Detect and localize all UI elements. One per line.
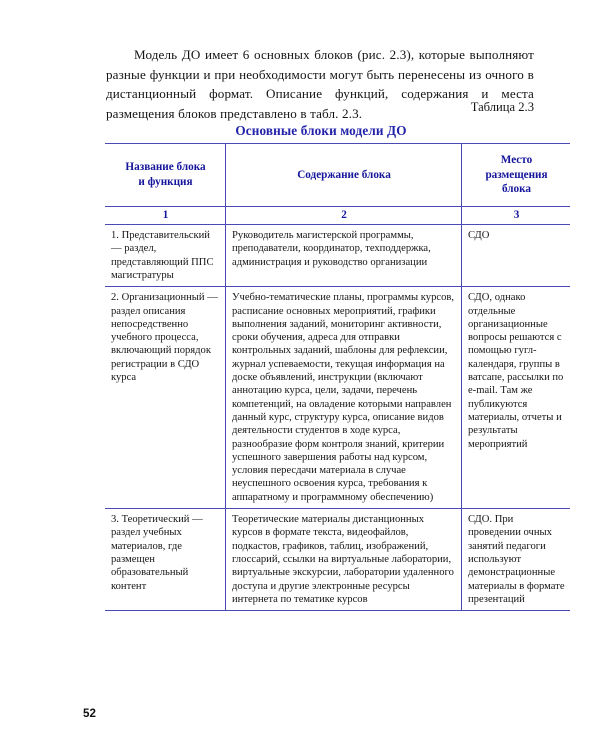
table-container [105,143,565,611]
header-cell-block-place [462,144,571,207]
table-row [105,509,570,611]
table-header-row [105,144,570,207]
cell-block-place: СДО, однако отдельные организационные вопросы решаются с помощью гугл-календаря, группы в ватсапе, рассылки по e-mail. Там же публикуются материалы, отчеты и результаты мероприятий [462,287,571,509]
table-row [105,287,570,509]
column-number-3: 3 [462,206,571,224]
header-line-2: и функция [138,175,193,188]
intro-paragraph: Модель ДО имеет 6 основных блоков (рис. 2.3), которые выполняют разные функции и при необходимости могут быть перенесены из очного в дистанционный формат. Описание функций, содержания и места размещения блоков представлено в табл. 2.3. [106,47,534,121]
table-column-number-row [105,206,570,224]
cell-block-place: СДО. При проведении очных занятий педагоги используют демонстрационные материалы в формате презентаций [462,509,571,611]
header-cell-block-content: Содержание блока [226,144,462,207]
column-number-1: 1 [105,206,226,224]
header-line-1: Место [500,154,533,166]
header-line-3: блока [501,183,532,196]
table-title: Основные блоки модели ДО [235,123,407,138]
cell-block-content: Теоретические материалы дистанционных курсов в формате текста, видеофайлов, подкастов, графиков, таблиц, изображений, глоссарий, ссылки на виртуальные лаборатории, виртуальные экскурсии, лаборатории удаленного доступа и другие электронные ресурсы интернета по тематике курсов [226,509,462,611]
cell-block-place: СДО [462,225,571,287]
cell-block-name: 2. Организационный — раздел описания непосредственно учебного процесса, включающий порядок регистрации в СДО курса [105,287,226,509]
main-table [105,143,570,611]
cell-block-content: Учебно-тематические планы, программы курсов, расписание основных мероприятий, графики выполнения заданий, мониторинг активности, сроки обучения, адреса для отправки контрольных заданий, шаблоны для рефлексии, журнал успеваемости, текущая информация на доске объявлений, инструкции (включают аннотацию курса, цели, задачи, перечень компетенций, на овладение которыми направлен данный курс, структуру курса, описание видов деятельности студентов в ходе курса, разнообразие форм контроля знаний, критерии успешного завершения работы над курсом, условия пересдачи материала в случае неуспешного освоения курса, требования к аппаратному и программному обеспечению) [226,287,462,509]
table-row [105,225,570,287]
column-number-2: 2 [226,206,462,224]
cell-block-content: Руководитель магистерской программы, преподаватели, координатор, техподдержка, администрация и руководство организации [226,225,462,287]
page-number: 52 [83,707,96,720]
header-line-2: размещения [485,168,548,181]
cell-block-name: 3. Теоретический — раздел учебных материалов, где размещен образовательный контент [105,509,226,611]
header-line-1: Название блока [125,161,206,174]
table-number-label: Таблица 2.3 [470,100,534,114]
header-cell-block-name [105,144,226,207]
cell-block-name: 1. Представительский — раздел, представляющий ППС магистратуры [105,225,226,287]
